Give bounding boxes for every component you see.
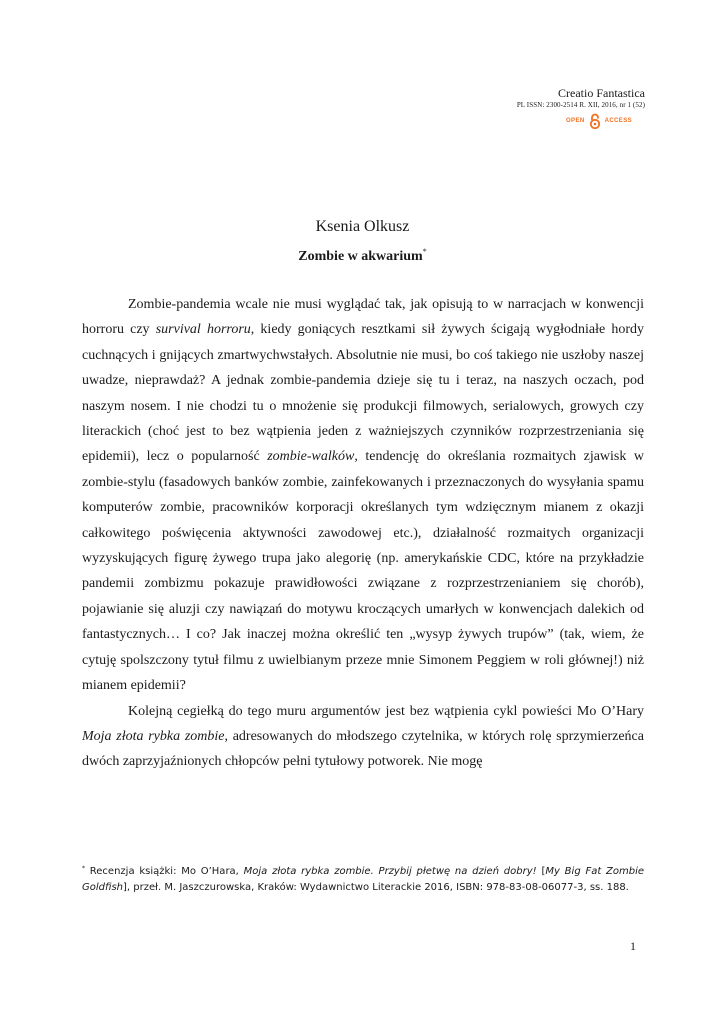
paragraph-text-run: , kiedy goniących resztkami sił żywych ścigają wygłodniałe hordy cuchnących i gnijących zmartwychwstałych. Absolutnie nie musi, bo coś takiego nie uszłoby naszej uwadze, nieprawdaż? A jednak zombie-pandemia dzieje się tu i teraz, na naszych oczach, pod naszym nosem. I nie chodzi tu o mnożenie się produkcji filmowych, serialowych, growych czy literackich (choć jest to bez wątpienia jeden z ważniejszych czynników rozprzestrzeniania się epidemii), lecz o popularność [82,322,644,465]
journal-issn: PL ISSN: 2300-2514 R. XII, 2016, nr 1 (52) [516,101,645,109]
open-access-access-label: ACCESS [604,118,632,124]
footnote-text [82,866,644,893]
open-access-open-label: OPEN [565,118,585,124]
paragraph-1 [82,292,644,699]
article-body [82,292,644,775]
footnote-italic-run: My Big Fat Zombie Goldfish [82,866,645,893]
journal-name: Creatio Fantastica [558,86,645,100]
footnote [82,861,644,896]
paragraph-text-run: Zombie-pandemia wcale nie musi wyglądać tak, jak opisują to w narracjach w konwencji horroru czy [82,297,644,338]
open-access-logo [517,113,645,129]
footnote-mark: * [82,865,85,872]
journal-header [517,86,645,129]
article-title [0,247,725,265]
footnote-italic-run: Moja złota rybka zombie. Przybij płetwę na dzień dobry! [243,866,537,877]
paragraph-italic-run: survival horroru [155,322,251,338]
footnote-reference-mark: * [422,247,427,256]
page-number: 1 [630,939,636,953]
paragraph-italic-run: zombie-walków [267,449,355,465]
paragraph-text-run: , tendencję do określania rozmaitych zjawisk w zombie-stylu (fasadowych banków zombie, zainfekowanych i przeznaczonych do wysyłania spamu komputerów zombie, pracowników korporacji określanych tym wdzięcznym mianem z okazji całkowitego poświęcenia aktywności zawodowej etc.), działalność rozmaitych organizacji wyzyskujących figurę żywego trupa jako alegorię (np. amerykańskie CDC, które na przykładzie pandemii zombizmu pokazuje prawidłowości związane z rozprzestrzenianiem się chorób), pojawianie się aluzji czy nawiązań do motywu kroczących umarłych w konwencjach dalekich od fantastycznych… I co? Jak inaczej można określić ten „wysyp żywych trupów” (tak, wiem, że cytuję spolszczony tytuł filmu z uwielbianym przeze mnie Simonem Peggiem w roli głównej!) niż mianem epidemii? [82,449,645,694]
open-access-lock-icon [589,113,601,129]
paragraph-text-run: , adresowanych do młodszego czytelnika, w których rolę sprzymierzeńca dwóch zaprzyjaźnionych chłopców pełni tytułowy potworek. Nie mogę [82,728,644,770]
paragraph-italic-run: Moja złota rybka zombie [82,728,225,744]
footnote-text-run: Recenzja książki: Mo O’Hara, [89,866,244,877]
article-author: Ksenia Olkusz [315,218,410,235]
footnote-text-run: ], przeł. M. Jaszczurowska, Kraków: Wydawnictwo Literackie 2016, ISBN: 978-83-08-06077-3, ss. 188. [123,882,629,893]
paragraph-2 [82,699,644,775]
paragraph-text-run: Kolejną cegiełką do tego muru argumentów jest bez wątpienia cykl powieści Mo O’Hary [128,703,644,719]
article-title-text: Zombie w akwarium [298,249,423,264]
footnote-text-run: [ [536,866,546,877]
